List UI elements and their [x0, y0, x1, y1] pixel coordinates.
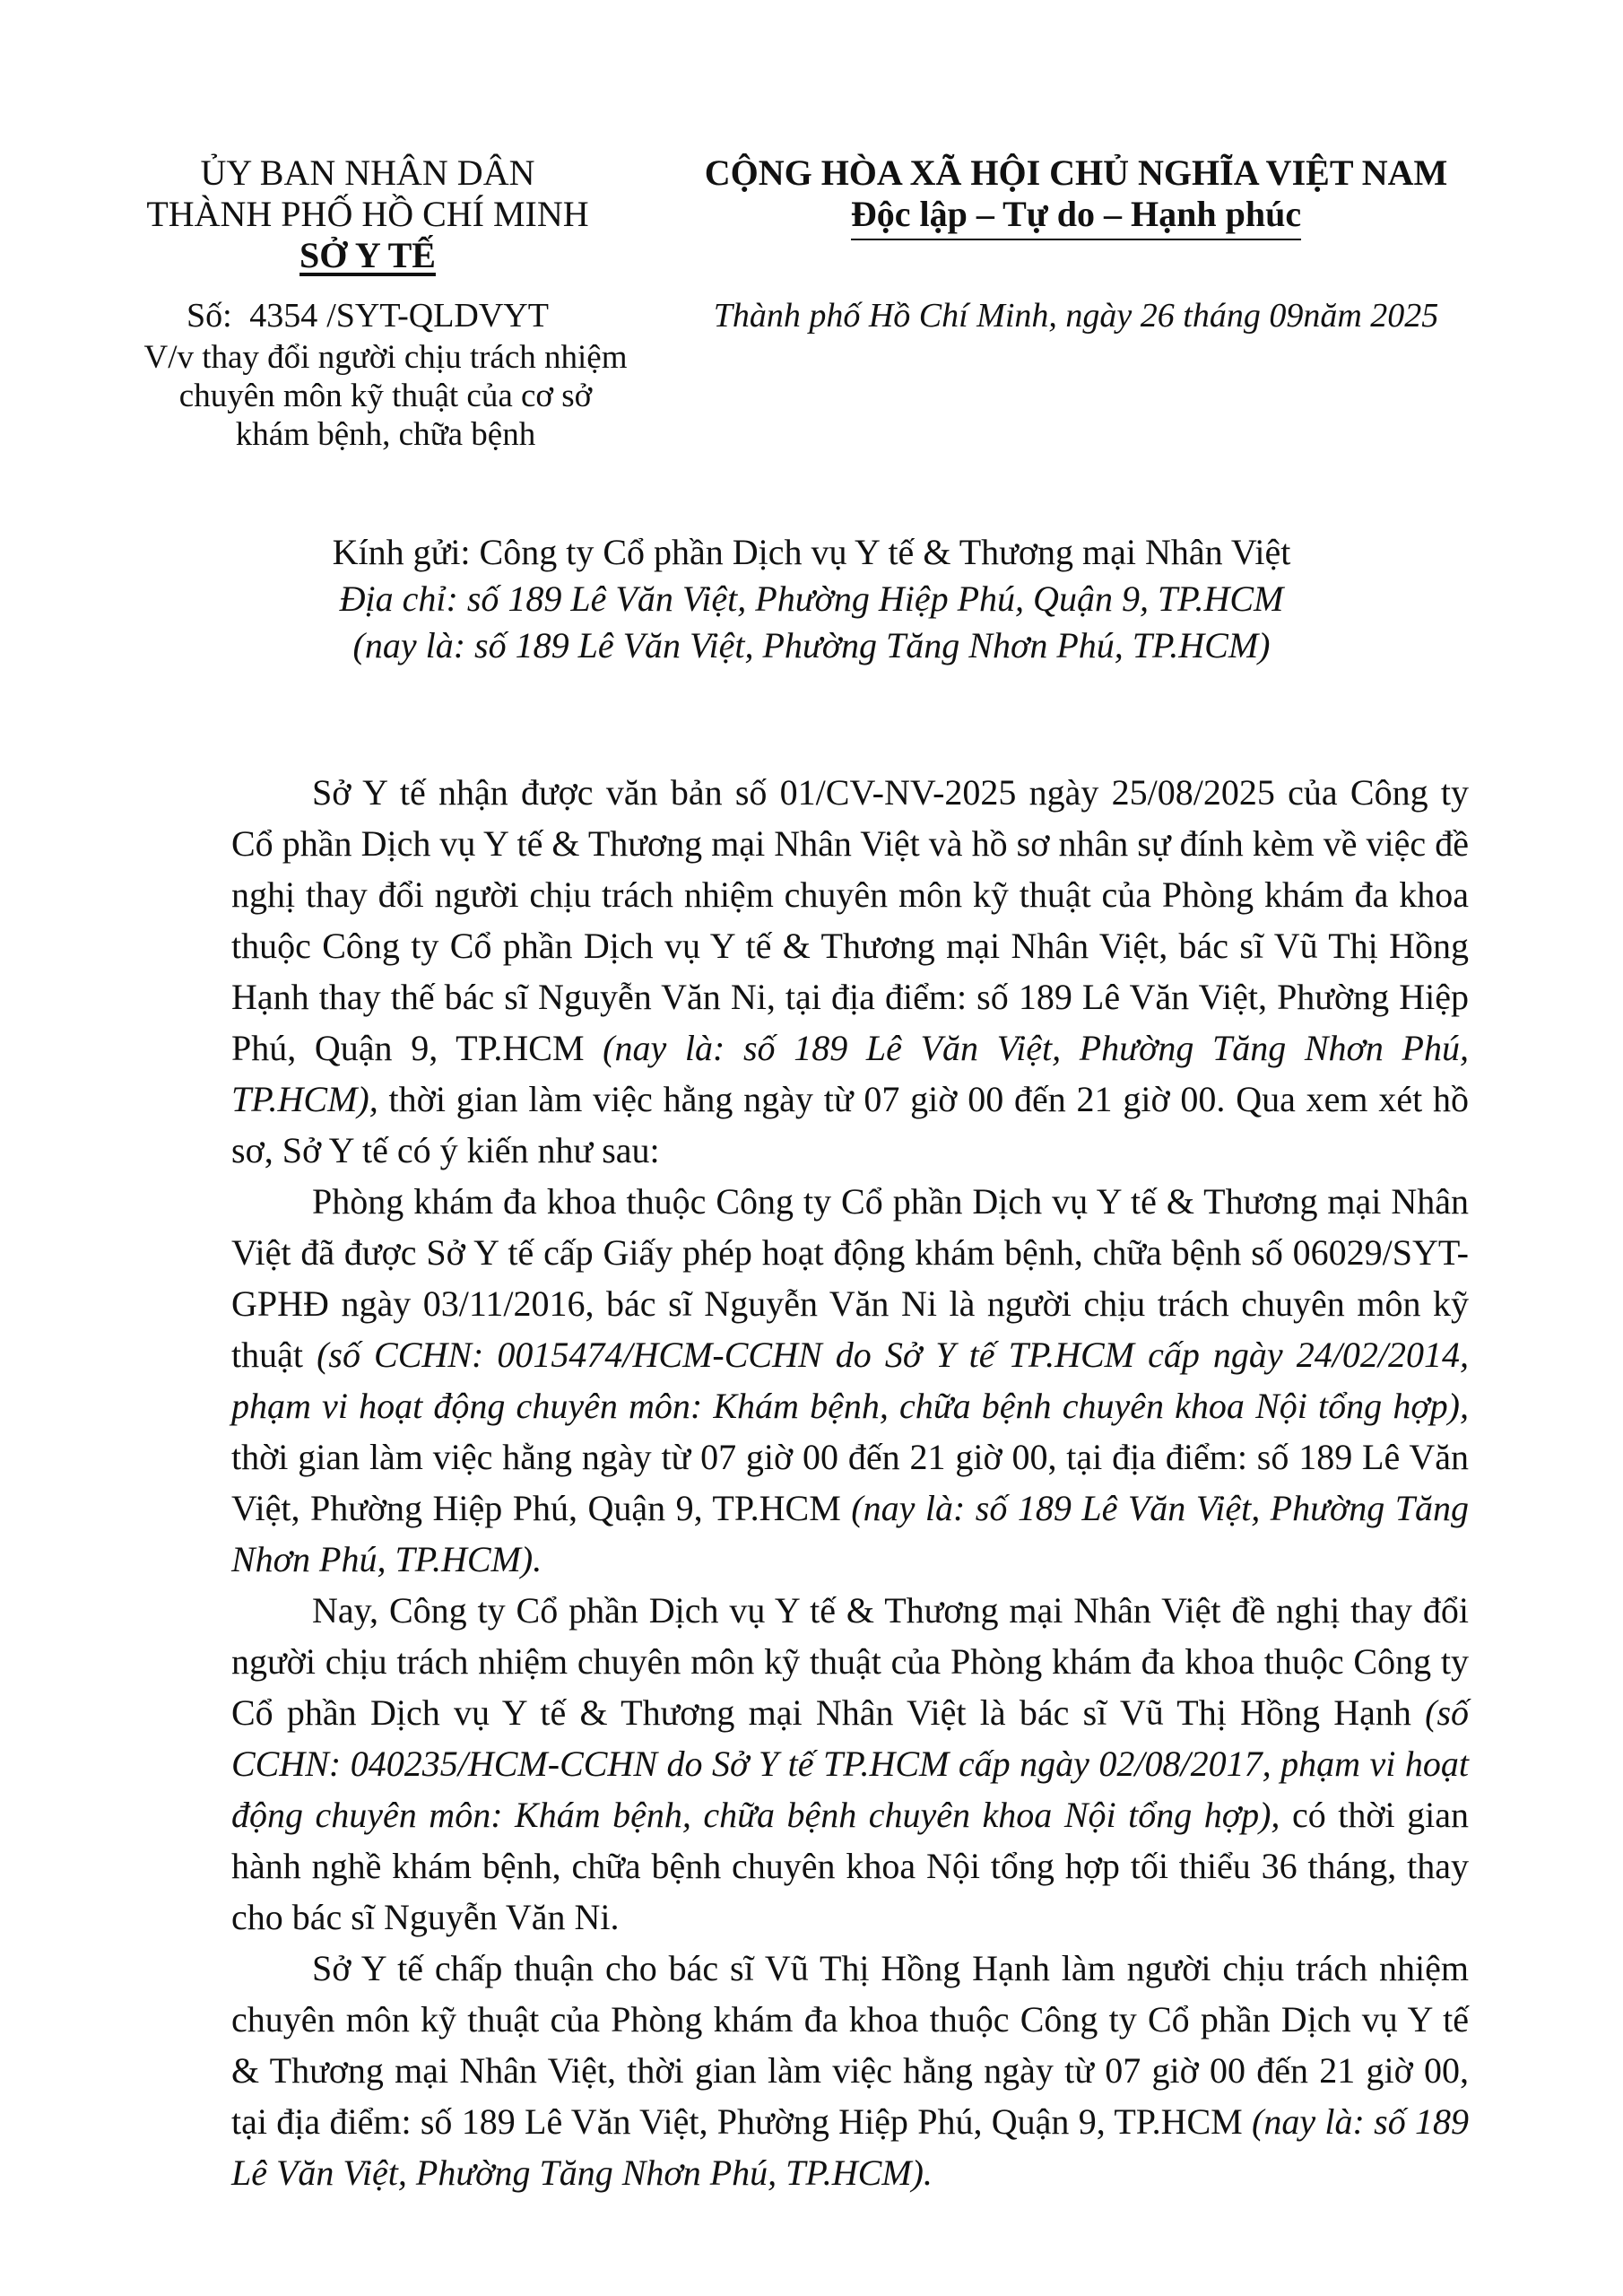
issuer-department: SỞ Y TẾ [299, 235, 436, 275]
date-month: 09 [1269, 297, 1304, 335]
issuer-line-2: THÀNH PHỐ HỒ CHÍ MINH [146, 194, 589, 234]
date-year: 2025 [1370, 297, 1439, 335]
body-paragraph-2 [231, 1176, 1469, 1585]
date-place: Thành phố Hồ Chí Minh, [713, 297, 1057, 335]
body-paragraph-1 [231, 767, 1469, 1176]
date-month-label: tháng [1183, 297, 1261, 335]
subject-line-2: chuyên môn kỹ thuật của cơ sở [178, 378, 593, 414]
p1-text-b: (nay là: số 189 Lê Văn Việt, Phường Tăng Nhơn Phú, TP.HCM), [231, 1028, 1469, 1119]
p2-text-c: thời gian làm việc hằng ngày từ 07 giờ 00 đến 21 giờ 00, tại địa điểm: số 189 Lê Văn Việt, Phường Hiệp Phú, Quận 9, TP.HCM [231, 1437, 1469, 1528]
issuer-header [135, 152, 601, 276]
document-subject [135, 338, 637, 454]
p2-text-a: Phòng khám đa khoa thuộc Công ty Cổ phần Dịch vụ Y tế & Thương mại Nhân Việt đã được Sở Y tế cấp Giấy phép hoạt động khám bệnh, chữa bệnh số 06029/SYT-GPHĐ ngày 03/11/2016, bác sĩ Nguyễn Văn Ni là người chịu trách chuyên môn kỹ thuật [231, 1181, 1469, 1375]
document-body [231, 767, 1469, 2198]
recipient-address: Địa chỉ: số 189 Lê Văn Việt, Phường Hiệp Phú, Quận 9, TP.HCM [339, 578, 1284, 619]
p2-text-d: (nay là: số 189 Lê Văn Việt, Phường Tăng Nhơn Phú, TP.HCM). [231, 1488, 1470, 1579]
document-number [135, 296, 601, 335]
p4-text-b: (nay là: số 189 Lê Văn Việt, Phường Tăng Nhơn Phú, TP.HCM). [231, 2101, 1470, 2193]
p3-text-a: Nay, Công ty Cổ phần Dịch vụ Y tế & Thương mại Nhân Việt đề nghị thay đổi người chịu trách nhiệm chuyên môn kỹ thuật của Phòng khám đa khoa thuộc Công ty Cổ phần Dịch vụ Y tế & Thương mại Nhân Việt là bác sĩ Vũ Thị Hồng Hạnh [231, 1590, 1469, 1733]
country-name: CỘNG HÒA XÃ HỘI CHỦ NGHĨA VIỆT NAM [704, 152, 1448, 193]
document-date [690, 296, 1462, 335]
date-year-label: năm [1303, 297, 1362, 335]
date-day-label: ngày [1065, 297, 1133, 335]
p1-text-a: Sở Y tế nhận được văn bản số 01/CV-NV-2025 ngày 25/08/2025 của Công ty Cổ phần Dịch vụ Y tế & Thương mại Nhân Việt và hồ sơ nhân sự đính kèm về việc đề nghị thay đổi người chịu trách nhiệm chuyên môn kỹ thuật của Phòng khám đa khoa thuộc Công ty Cổ phần Dịch vụ Y tế & Thương mại Nhân Việt, bác sĩ Vũ Thị Hồng Hạnh thay thế bác sĩ Nguyễn Văn Ni, tại địa điểm: số 189 Lê Văn Việt, Phường Hiệp Phú, Quận 9, TP.HCM [231, 772, 1469, 1068]
document-number-value: 4354 [249, 297, 318, 335]
document-number-prefix: Số: [187, 297, 232, 335]
issuer-line-1: ỦY BAN NHÂN DÂN [200, 152, 535, 193]
subject-line-3: khám bệnh, chữa bệnh [235, 416, 536, 453]
body-paragraph-3 [231, 1585, 1469, 1943]
recipient-name: Kính gửi: Công ty Cổ phần Dịch vụ Y tế & Thương mại Nhân Việt [332, 532, 1291, 572]
p1-text-c: thời gian làm việc hằng ngày từ 07 giờ 00 đến 21 giờ 00. Qua xem xét hồ sơ, Sở Y tế có ý kiến như sau: [231, 1079, 1470, 1170]
document-number-suffix: /SYT-QLDVYT [326, 297, 549, 335]
body-paragraph-4 [231, 1943, 1469, 2198]
p4-text-a: Sở Y tế chấp thuận cho bác sĩ Vũ Thị Hồng Hạnh làm người chịu trách nhiệm chuyên môn kỹ thuật của Phòng khám đa khoa thuộc Công ty Cổ phần Dịch vụ Y tế & Thương mại Nhân Việt, thời gian làm việc hằng ngày từ 07 giờ 00 đến 21 giờ 00, tại địa điểm: số 189 Lê Văn Việt, Phường Hiệp Phú, Quận 9, TP.HCM [231, 1948, 1469, 2142]
subject-line-1: V/v thay đổi người chịu trách nhiệm [143, 339, 628, 376]
recipient-block [135, 529, 1488, 669]
recipient-address-new: (nay là: số 189 Lê Văn Việt, Phường Tăng Nhơn Phú, TP.HCM) [352, 625, 1271, 665]
p2-text-b: (số CCHN: 0015474/HCM-CCHN do Sở Y tế TP.HCM cấp ngày 24/02/2014, phạm vi hoạt động chuyên môn: Khám bệnh, chữa bệnh chuyên khoa Nội tổng hợp), [231, 1335, 1469, 1426]
national-header [690, 152, 1462, 240]
p3-text-b: (số CCHN: 040235/HCM-CCHN do Sở Y tế TP.HCM cấp ngày 02/08/2017, phạm vi hoạt động chuyên môn: Khám bệnh, chữa bệnh chuyên khoa Nội tổng hợp), [231, 1692, 1470, 1835]
national-motto: Độc lập – Tự do – Hạnh phúc [851, 194, 1301, 240]
p3-text-c: có thời gian hành nghề khám bệnh, chữa bệnh chuyên khoa Nội tổng hợp tối thiểu 36 tháng, thay cho bác sĩ Nguyễn Văn Ni. [231, 1795, 1470, 1937]
date-day: 26 [1140, 297, 1175, 335]
